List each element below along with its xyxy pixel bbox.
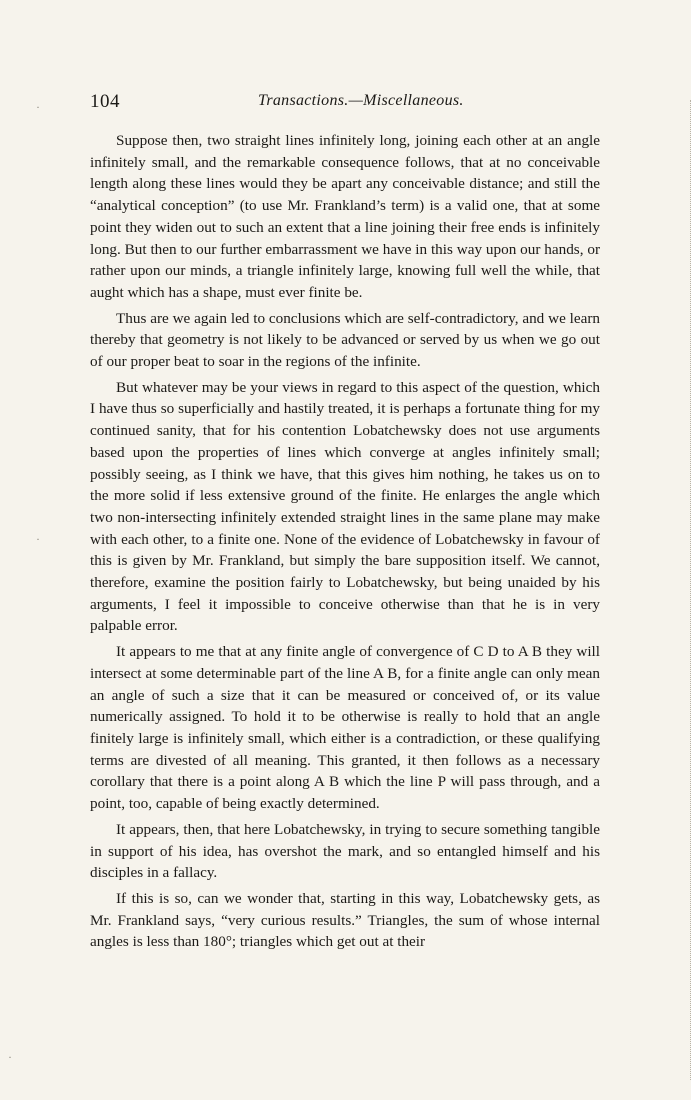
margin-dot: · <box>8 1050 12 1064</box>
page-number: 104 <box>90 91 120 112</box>
page-edge-binding <box>682 100 691 1080</box>
margin-dot: · <box>36 100 40 114</box>
paragraph: It appears to me that at any finite angle of convergence of C D to A B they will intersect at some determinable part of the line A B, for a finite angle can only mean an angle of such a size that it can be measured or conceived of, or its value numerically assigned. To hold it to be otherwise is really to hold that an angle finitely large is infinitely small, which either is a contradiction, or these qualifying terms are divested of all meaning. This granted, it then follows as a necessary corollary that there is a point along A B which the line P will pass through, and a point, too, capable of being exactly determined. <box>90 643 600 813</box>
paragraph: Thus are we again led to conclusions which are self-contradictory, and we learn thereby that geometry is not likely to be advanced or served by us when we go out of our proper beat to soar in the regions of the infinite. <box>90 309 600 371</box>
running-head: Transactions.—Miscellaneous. <box>258 92 464 109</box>
body-text <box>90 130 600 953</box>
paragraph: If this is so, can we wonder that, starting in this way, Lobatchewsky gets, as Mr. Frankland says, “very curious results.” Triangles, the sum of whose internal angles is less than 180°; triangles which get out at their <box>90 889 600 951</box>
paragraph: It appears, then, that here Lobatchewsky, in trying to secure something tangible in support of his idea, has overshot the mark, and so entangled himself and his disciples in a fallacy. <box>90 820 600 882</box>
margin-dot: · <box>36 532 40 546</box>
page-header <box>90 91 600 117</box>
paragraph: But whatever may be your views in regard to this aspect of the question, which I have thus so superficially and hastily treated, it is perhaps a fortunate thing for my continued sanity, that for his contention Lobatchewsky does not use arguments based upon the properties of lines which converge at angles infinitely small; possibly seeing, as I think we have, that this gives him nothing, he takes us on to the more solid if less extensive ground of the finite. He enlarges the angle which two non-intersecting infinitely extended straight lines in the same plane may make with each other, to a finite one. None of the evidence of Lobatchewsky in favour of this is given by Mr. Frankland, but simply the bare supposition itself. We cannot, therefore, examine the position fairly to Lobatchewsky, but being unaided by his arguments, I feel it impossible to conceive otherwise than that he is in very palpable error. <box>90 378 600 635</box>
paragraph: Suppose then, two straight lines infinitely long, joining each other at an angle infinitely small, and the remarkable consequence follows, that at no conceivable length along these lines would they be apart any conceivable distance; and still the “analytical conception” (to use Mr. Frankland’s term) is a valid one, that at some point they widen out to such an extent that a line joining their free ends is infinitely long. But then to our further embarrassment we have in this way upon our hands, or rather upon our minds, a triangle infinitely large, knowing full well the while, that aught which has a shape, must ever finite be. <box>90 132 600 301</box>
